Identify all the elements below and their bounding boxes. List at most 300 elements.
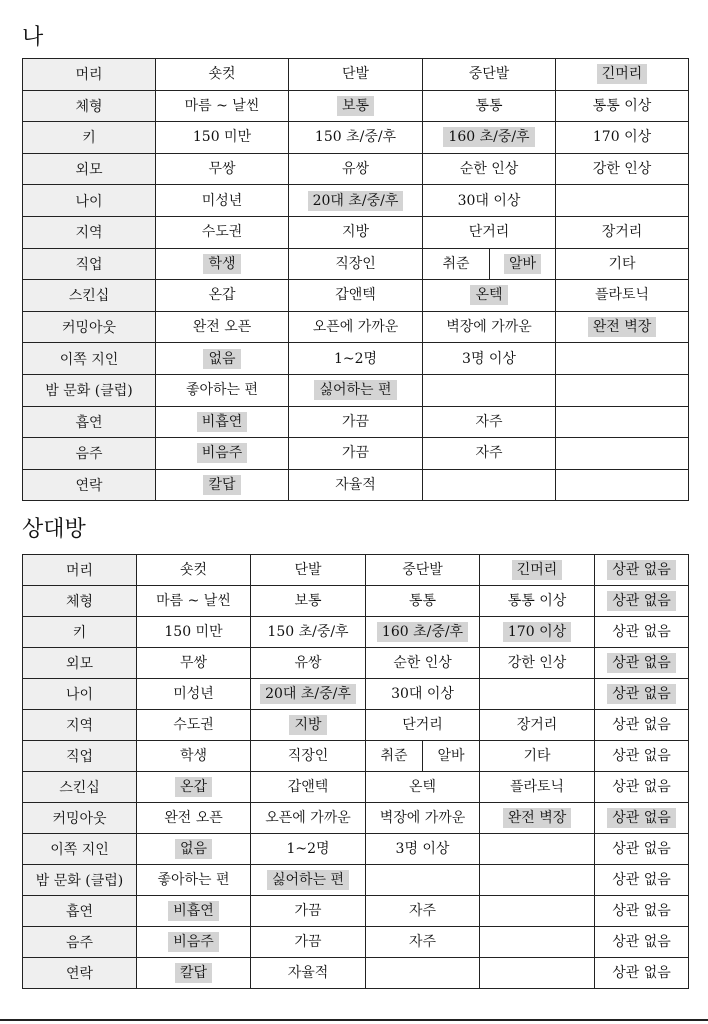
option-cell <box>366 865 480 896</box>
table-row <box>23 343 689 375</box>
option-text: 오픈에 가까운 <box>265 810 351 826</box>
option-cell <box>423 469 556 501</box>
option-cell <box>595 772 689 803</box>
option-text: 좋아하는 편 <box>185 382 259 399</box>
option-cell <box>480 865 595 896</box>
option-text: 단거리 <box>402 717 443 733</box>
option-text: 3명 이상 <box>462 350 516 367</box>
option-cell <box>137 896 251 927</box>
selected-option: 싫어하는 편 <box>314 380 396 400</box>
option-cell <box>251 803 366 834</box>
option-text: 장거리 <box>516 717 558 733</box>
selected-option: 온텍 <box>470 285 507 305</box>
option-cell <box>289 90 423 122</box>
option-cell <box>251 741 366 772</box>
option-text: 중단발 <box>468 66 510 83</box>
selected-option: 상관 없음 <box>607 653 676 673</box>
option-text: 170 이상 <box>592 129 652 146</box>
row-label: 스킨십 <box>23 772 137 803</box>
option-text: 상관 없음 <box>612 717 671 733</box>
option-text: 상관 없음 <box>612 965 671 981</box>
option-cell <box>251 617 366 648</box>
option-text: 자주 <box>408 903 437 919</box>
option-text: 상관 없음 <box>612 748 671 764</box>
option-cell <box>595 927 689 958</box>
option-text: 무쌍 <box>179 655 208 671</box>
option-cell <box>366 803 480 834</box>
option-text: 학생 <box>179 748 208 764</box>
option-text: 마름 ~ 날씬 <box>156 593 231 609</box>
option-text: 1~2명 <box>286 841 330 857</box>
my-profile-table-body <box>23 59 689 501</box>
row-label: 나이 <box>23 185 156 217</box>
option-cell <box>137 927 251 958</box>
table-row <box>23 772 689 803</box>
row-label: 키 <box>23 617 137 648</box>
option-cell <box>289 122 423 154</box>
table-row <box>23 555 689 586</box>
option-text: 플라토닉 <box>509 779 565 795</box>
selected-option: 보통 <box>337 96 374 116</box>
option-cell <box>366 679 480 710</box>
option-cell <box>137 648 251 679</box>
selected-option: 160 초/중/후 <box>443 127 534 147</box>
option-text: 1~2명 <box>333 350 378 367</box>
selected-option: 상관 없음 <box>607 684 676 704</box>
option-text: 벽장에 가까운 <box>379 810 466 826</box>
option-text: 플라토닉 <box>594 287 650 304</box>
row-label: 밤 문화 (클럽) <box>23 865 137 896</box>
row-label: 연락 <box>23 958 137 989</box>
selected-option: 없음 <box>175 839 212 859</box>
option-text: 150 미만 <box>164 624 223 640</box>
selected-option: 비흡연 <box>197 412 248 432</box>
row-label: 연락 <box>23 469 156 501</box>
option-cell <box>556 374 689 406</box>
option-text: 상관 없음 <box>612 872 671 888</box>
row-label: 직업 <box>23 741 137 772</box>
table-row <box>23 406 689 438</box>
partner-preference-table <box>22 554 689 989</box>
option-cell <box>137 741 251 772</box>
row-label: 스킨십 <box>23 280 156 312</box>
option-text: 자율적 <box>287 965 329 981</box>
row-label: 지역 <box>23 216 156 248</box>
option-cell <box>289 153 423 185</box>
table-row <box>23 59 689 91</box>
option-cell <box>156 153 289 185</box>
table-row <box>23 896 689 927</box>
option-cell <box>156 185 289 217</box>
option-text: 상관 없음 <box>612 841 671 857</box>
option-cell <box>156 311 289 343</box>
option-text: 150 초/중/후 <box>314 129 397 146</box>
row-label: 체형 <box>23 586 137 617</box>
option-cell <box>423 153 556 185</box>
selected-option: 170 이상 <box>503 622 571 642</box>
option-cell <box>289 311 423 343</box>
option-cell <box>251 586 366 617</box>
option-text: 완전 오픈 <box>192 319 252 336</box>
table-row <box>23 90 689 122</box>
option-cell <box>251 648 366 679</box>
option-cell <box>156 406 289 438</box>
page-bottom-rule <box>0 1019 708 1021</box>
option-cell <box>137 586 251 617</box>
option-text: 취준 <box>380 748 408 764</box>
option-text: 가끔 <box>341 445 370 462</box>
option-cell <box>556 311 689 343</box>
option-text: 기타 <box>608 255 636 272</box>
option-text: 30대 이상 <box>391 686 454 702</box>
option-cell <box>423 90 556 122</box>
partner-preference-table-body <box>23 555 689 989</box>
option-text: 온텍 <box>408 779 437 795</box>
selected-option: 상관 없음 <box>607 808 676 828</box>
selected-option: 온갑 <box>175 777 212 797</box>
option-cell <box>423 122 556 154</box>
my-profile-heading: 나 <box>22 25 44 50</box>
selected-option: 지방 <box>289 715 326 735</box>
row-label: 커밍아웃 <box>23 311 156 343</box>
selected-option: 없음 <box>203 349 240 369</box>
option-text: 온갑 <box>208 287 236 304</box>
option-text: 가끔 <box>294 934 322 950</box>
table-row <box>23 710 689 741</box>
option-cell <box>366 741 423 772</box>
option-cell <box>251 679 366 710</box>
table-row <box>23 153 689 185</box>
option-text: 미성년 <box>201 192 243 209</box>
option-text: 오픈에 가까운 <box>312 319 399 336</box>
option-cell <box>366 896 480 927</box>
option-text: 강한 인상 <box>592 161 652 178</box>
table-row <box>23 311 689 343</box>
selected-option: 칼답 <box>203 475 240 495</box>
option-text: 단발 <box>294 562 322 578</box>
option-cell <box>423 438 556 470</box>
table-row <box>23 803 689 834</box>
option-cell <box>251 927 366 958</box>
selected-option: 알바 <box>504 254 541 274</box>
table-row <box>23 927 689 958</box>
row-label: 외모 <box>23 648 137 679</box>
selected-option: 긴머리 <box>597 64 648 84</box>
option-cell <box>156 59 289 91</box>
option-text: 단발 <box>341 66 370 83</box>
option-cell <box>595 865 689 896</box>
option-text: 갑앤텍 <box>287 779 329 795</box>
option-cell <box>480 555 595 586</box>
option-cell <box>156 438 289 470</box>
row-label: 키 <box>23 122 156 154</box>
option-cell <box>366 772 480 803</box>
option-text: 기타 <box>523 748 551 764</box>
option-cell <box>556 438 689 470</box>
option-cell <box>251 772 366 803</box>
option-cell <box>480 834 595 865</box>
row-label: 커밍아웃 <box>23 803 137 834</box>
option-cell <box>251 555 366 586</box>
selected-option: 20대 초/중/후 <box>260 684 356 704</box>
option-text: 중단발 <box>402 562 443 578</box>
option-cell <box>556 90 689 122</box>
option-cell <box>595 834 689 865</box>
option-text: 수도권 <box>173 717 214 733</box>
option-cell <box>156 122 289 154</box>
table-row <box>23 469 689 501</box>
option-cell <box>423 343 556 375</box>
selected-option: 20대 초/중/후 <box>308 191 404 211</box>
selected-option: 칼답 <box>175 963 212 983</box>
option-cell <box>366 958 480 989</box>
option-text: 무쌍 <box>208 161 236 178</box>
option-cell <box>556 216 689 248</box>
option-cell <box>480 710 595 741</box>
option-text: 자주 <box>475 445 503 462</box>
row-label: 머리 <box>23 555 137 586</box>
option-text: 유쌍 <box>341 161 370 178</box>
option-text: 수도권 <box>201 224 243 241</box>
option-cell <box>595 710 689 741</box>
table-row <box>23 865 689 896</box>
option-cell <box>251 896 366 927</box>
option-cell <box>137 710 251 741</box>
option-text: 통통 <box>408 593 437 609</box>
option-text: 순한 인상 <box>393 655 452 671</box>
option-cell <box>595 803 689 834</box>
option-cell <box>137 679 251 710</box>
option-cell <box>480 803 595 834</box>
option-cell <box>289 374 423 406</box>
option-cell <box>156 280 289 312</box>
option-cell <box>480 741 595 772</box>
option-cell <box>366 834 480 865</box>
table-row <box>23 216 689 248</box>
option-text: 상관 없음 <box>612 624 671 640</box>
option-text: 직장인 <box>335 255 376 272</box>
option-text: 알바 <box>437 748 465 764</box>
option-text: 지방 <box>341 224 370 241</box>
option-cell <box>137 958 251 989</box>
option-text: 완전 오픈 <box>164 810 223 826</box>
option-text: 좋아하는 편 <box>157 872 230 888</box>
option-text: 통통 이상 <box>592 97 652 114</box>
selected-option: 비음주 <box>168 932 219 952</box>
option-cell <box>556 185 689 217</box>
selected-option: 싫어하는 편 <box>267 870 349 890</box>
option-cell <box>480 927 595 958</box>
option-cell <box>480 772 595 803</box>
table-row <box>23 679 689 710</box>
selected-option: 160 초/중/후 <box>377 622 468 642</box>
option-cell <box>156 343 289 375</box>
option-cell <box>289 343 423 375</box>
option-cell <box>556 248 689 280</box>
option-cell <box>156 374 289 406</box>
option-text: 미성년 <box>173 686 214 702</box>
option-cell <box>137 834 251 865</box>
option-cell <box>490 248 556 280</box>
row-label: 직업 <box>23 248 156 280</box>
option-cell <box>289 406 423 438</box>
option-text: 갑앤텍 <box>335 287 376 304</box>
option-cell <box>156 469 289 501</box>
table-row <box>23 958 689 989</box>
option-cell <box>137 803 251 834</box>
option-text: 벽장에 가까운 <box>446 319 532 336</box>
option-text: 마름 ~ 날씬 <box>184 97 260 114</box>
option-cell <box>556 343 689 375</box>
option-text: 취준 <box>442 255 470 272</box>
option-cell <box>289 438 423 470</box>
option-cell <box>289 59 423 91</box>
option-cell <box>289 469 423 501</box>
option-text: 30대 이상 <box>457 192 521 209</box>
option-cell <box>595 741 689 772</box>
selected-option: 학생 <box>203 254 240 274</box>
option-cell <box>423 374 556 406</box>
option-text: 자주 <box>408 934 437 950</box>
selected-option: 비음주 <box>197 443 248 463</box>
option-cell <box>366 648 480 679</box>
table-row <box>23 648 689 679</box>
my-profile-table <box>22 58 689 501</box>
option-cell <box>423 59 556 91</box>
option-cell <box>423 216 556 248</box>
row-label: 흡연 <box>23 406 156 438</box>
selected-option: 완전 벽장 <box>503 808 572 828</box>
table-row <box>23 185 689 217</box>
option-cell <box>137 865 251 896</box>
option-text: 150 초/중/후 <box>267 624 349 640</box>
option-cell <box>595 958 689 989</box>
option-cell <box>595 896 689 927</box>
selected-option: 비흡연 <box>168 901 219 921</box>
option-cell <box>480 896 595 927</box>
option-cell <box>423 248 490 280</box>
option-text: 자주 <box>475 413 503 430</box>
option-cell <box>480 958 595 989</box>
table-row <box>23 280 689 312</box>
option-cell <box>595 617 689 648</box>
table-row <box>23 741 689 772</box>
table-row <box>23 586 689 617</box>
row-label: 이쪽 지인 <box>23 343 156 375</box>
option-cell <box>480 617 595 648</box>
option-cell <box>423 185 556 217</box>
option-cell <box>156 248 289 280</box>
option-cell <box>595 648 689 679</box>
row-label: 밤 문화 (클럽) <box>23 374 156 406</box>
option-cell <box>556 469 689 501</box>
option-text: 숏컷 <box>208 66 236 83</box>
table-row <box>23 834 689 865</box>
option-cell <box>366 617 480 648</box>
option-text: 숏컷 <box>179 562 208 578</box>
option-cell <box>289 280 423 312</box>
option-cell <box>156 90 289 122</box>
option-cell <box>480 679 595 710</box>
option-cell <box>251 710 366 741</box>
option-cell <box>423 741 480 772</box>
row-label: 나이 <box>23 679 137 710</box>
table-row <box>23 438 689 470</box>
table-row <box>23 248 689 280</box>
option-text: 단거리 <box>468 224 510 241</box>
row-label: 지역 <box>23 710 137 741</box>
option-cell <box>251 834 366 865</box>
option-cell <box>366 555 480 586</box>
option-cell <box>595 586 689 617</box>
option-cell <box>480 648 595 679</box>
option-cell <box>556 122 689 154</box>
option-cell <box>366 710 480 741</box>
option-text: 통통 이상 <box>507 593 567 609</box>
option-cell <box>366 586 480 617</box>
option-text: 가끔 <box>294 903 322 919</box>
option-text: 강한 인상 <box>507 655 567 671</box>
row-label: 외모 <box>23 153 156 185</box>
selected-option: 완전 벽장 <box>588 317 657 337</box>
table-row <box>23 374 689 406</box>
option-cell <box>423 406 556 438</box>
option-text: 상관 없음 <box>612 779 671 795</box>
option-cell <box>137 555 251 586</box>
row-label: 체형 <box>23 90 156 122</box>
option-cell <box>556 59 689 91</box>
option-text: 통통 <box>475 97 503 114</box>
option-cell <box>251 958 366 989</box>
option-cell <box>251 865 366 896</box>
option-cell <box>289 216 423 248</box>
option-cell <box>556 406 689 438</box>
option-text: 보통 <box>294 593 322 609</box>
option-cell <box>156 216 289 248</box>
option-text: 상관 없음 <box>612 934 671 950</box>
option-text: 유쌍 <box>294 655 322 671</box>
option-cell <box>556 153 689 185</box>
table-row <box>23 617 689 648</box>
option-cell <box>137 617 251 648</box>
option-cell <box>289 248 423 280</box>
option-cell <box>289 185 423 217</box>
option-text: 자율적 <box>335 477 376 494</box>
option-cell <box>556 280 689 312</box>
option-cell <box>137 772 251 803</box>
selected-option: 긴머리 <box>512 560 563 580</box>
option-cell <box>480 586 595 617</box>
option-text: 가끔 <box>341 413 370 430</box>
option-cell <box>366 927 480 958</box>
option-cell <box>595 555 689 586</box>
row-label: 음주 <box>23 927 137 958</box>
table-row <box>23 122 689 154</box>
option-cell <box>423 311 556 343</box>
row-label: 머리 <box>23 59 156 91</box>
selected-option: 상관 없음 <box>607 560 676 580</box>
row-label: 흡연 <box>23 896 137 927</box>
option-text: 장거리 <box>601 224 643 241</box>
row-label: 음주 <box>23 438 156 470</box>
option-text: 3명 이상 <box>395 841 450 857</box>
option-text: 순한 인상 <box>459 161 519 178</box>
option-text: 150 미만 <box>192 129 252 146</box>
option-text: 직장인 <box>287 748 329 764</box>
option-cell <box>423 280 556 312</box>
partner-preference-heading: 상대방 <box>22 517 86 542</box>
row-label: 이쪽 지인 <box>23 834 137 865</box>
